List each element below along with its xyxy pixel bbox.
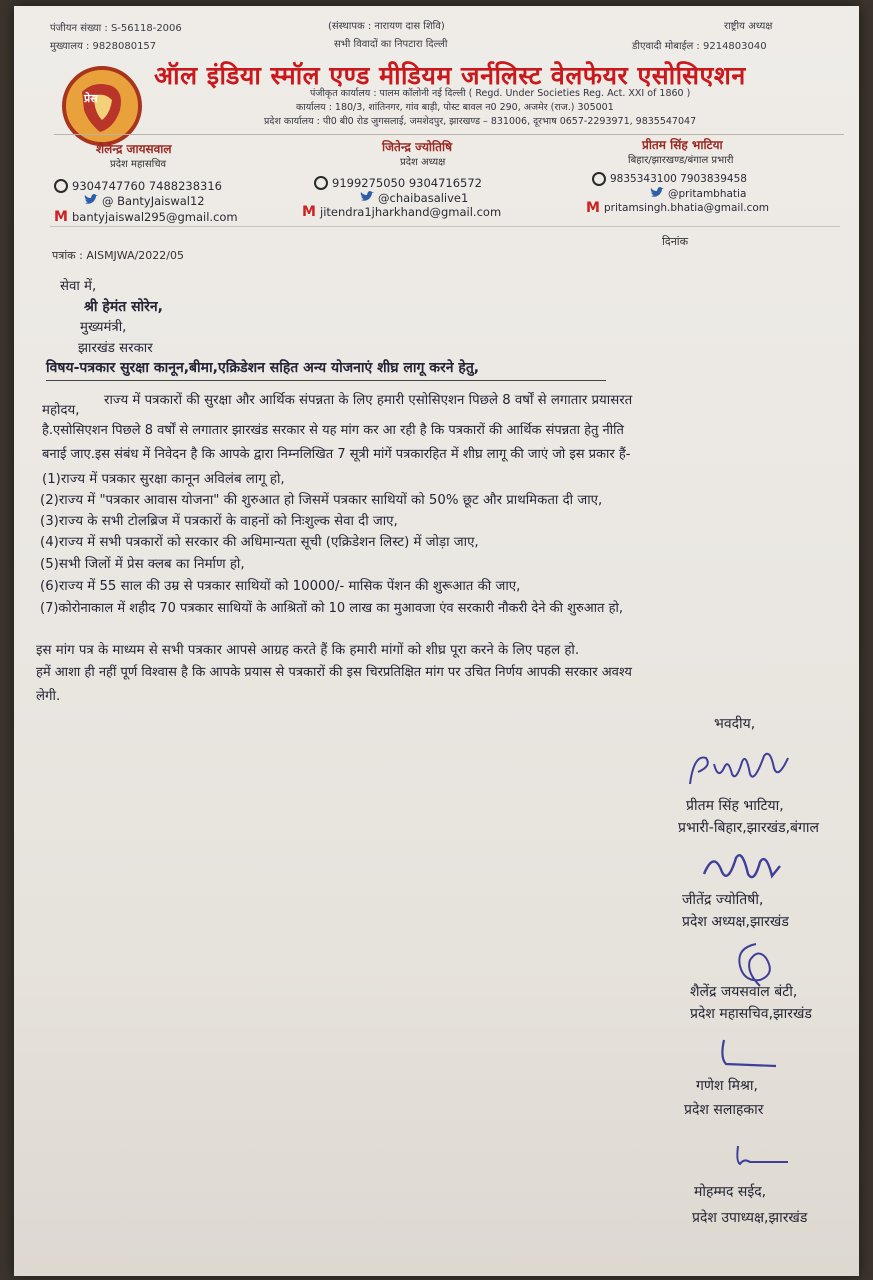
twitter-icon <box>84 194 98 208</box>
paragraph-2-line-2: हमें आशा ही नहीं पूर्ण विश्वास है कि आपके प्रयास से पत्रकारों की इस चिरप्रतिक्षित मांग पर उचित निर्णय आपकी सरकार अवश्य <box>36 665 632 680</box>
salutation: महोदय, <box>42 403 80 418</box>
recipient-salute: सेवा में, <box>60 279 97 294</box>
signature-scribble-1 <box>684 744 804 796</box>
paragraph-1-line-2: है.एसोसिएशन पिछले 8 वर्षों से लगातार झारखंड सरकार से यह मांग कर आ रही है कि पत्रकारों की आर्थिक संपन्नता हेतु नीति <box>42 423 624 438</box>
recipient-post: मुख्यमंत्री, <box>80 320 127 335</box>
registration-number: पंजीयन संख्या : S-56118-2006 <box>50 23 182 34</box>
officer-3-title: बिहार/झारखण्ड/बंगाल प्रभारी <box>628 155 734 166</box>
twitter-icon <box>360 191 374 205</box>
gmail-icon: M <box>54 209 68 225</box>
contacts-divider <box>50 226 840 227</box>
president-mobile: डीएवादी मोबाईल : 9214803040 <box>632 41 767 52</box>
subject-underline <box>46 380 606 381</box>
gmail-icon: M <box>586 200 600 216</box>
demand-1: (1)राज्य में पत्रकार सुरक्षा कानून अविलंब लागू हो, <box>42 472 285 487</box>
officer-1-name: शैलेन्द्र जायसवाल <box>96 142 172 156</box>
signatory-4-post: प्रदेश सलाहकार <box>684 1102 764 1118</box>
whatsapp-icon <box>314 176 328 190</box>
demand-4: (4)राज्य में सभी पत्रकारों को सरकार की अधिमान्यता सूची (एक्रिडेशन लिस्ट) में जोड़ा जाए, <box>40 535 479 550</box>
officer-2-phones: 9199275050 9304716572 <box>314 176 482 190</box>
recipient-name: श्री हेमंत सोरेन, <box>84 299 163 315</box>
officer-3-phones: 9835343100 7903839458 <box>592 172 747 186</box>
whatsapp-icon <box>54 179 68 193</box>
hq-mobile: मुख्यालय : 9828080157 <box>50 41 157 52</box>
signatory-1-post: प्रभारी-बिहार,झारखंड,बंगाल <box>678 820 820 836</box>
officer-1-twitter: @ BantyJaiswal12 <box>84 194 205 208</box>
signature-scribble-2 <box>700 844 790 894</box>
signature-scribble-4 <box>716 1034 786 1078</box>
signatory-1-name: प्रीतम सिंह भाटिया, <box>686 798 784 814</box>
letter-subject: विषय-पत्रकार सुरक्षा कानून,बीमा,एक्रिडेशन सहित अन्य योजनाएं शीघ्र लागू करने हेतु, <box>46 360 480 376</box>
signatory-3-post: प्रदेश महासचिव,झारखंड <box>690 1006 812 1022</box>
paragraph-1-line-1: राज्य में पत्रकारों की सुरक्षा और आर्थिक संपन्नता के लिए हमारी एसोसिएशन पिछले 8 वर्षों से लगातार प्रयासरत <box>104 393 633 408</box>
demand-2: (2)राज्य में "पत्रकार आवास योजना" की शुरुआत हो जिसमें पत्रकार साथियों को 50% छूट और प्राथमिकता दी जाए, <box>40 493 603 508</box>
paragraph-2-line-3: लेगी. <box>36 689 61 704</box>
officer-3-twitter: @pritambhatia <box>650 187 746 201</box>
association-logo <box>54 62 154 152</box>
signature-scribble-5 <box>732 1142 802 1176</box>
office-address: कार्यालय : 180/3, शांतिनगर, गांव बाड़ी, पोस्ट बावल न0 290, अजमेर (राज.) 305001 <box>296 102 614 113</box>
signatory-2-post: प्रदेश अध्यक्ष,झारखंड <box>682 914 789 930</box>
signatory-3-name: शैलेंद्र जयसवाल बंटी, <box>690 984 798 1000</box>
officer-1-title: प्रदेश महासचिव <box>110 159 167 170</box>
officer-2-email: M jitendra1jharkhand@gmail.com <box>302 204 502 220</box>
signatory-4-name: गणेश मिश्रा, <box>696 1078 758 1094</box>
demand-5: (5)सभी जिलों में प्रेस क्लब का निर्माण हो, <box>40 557 245 572</box>
reference-number: पत्रांक : AISMJWA/2022/05 <box>52 249 185 262</box>
whatsapp-icon <box>592 172 606 186</box>
svg-text:प्रेस: प्रेस <box>84 92 98 105</box>
officer-2-twitter: @chaibasalive1 <box>360 191 468 205</box>
paragraph-2-line-1: इस मांग पत्र के माध्यम से सभी पत्रकार आपसे आग्रह करते हैं कि हमारी मांगों को शीघ्र पूरा करने के लिए पहल हो. <box>36 643 580 658</box>
state-office-address: प्रदेश कार्यालय : पी0 बी0 रोड जुगसलाई, जमशेदपुर, झारखण्ड – 831006, दूरभाष 0657-2293971, 9835547047 <box>264 116 697 127</box>
organization-name: ऑल इंडिया स्मॉल एण्ड मीडियम जर्नलिस्ट वेलफेयर एसोसिएशन <box>154 61 746 90</box>
signatory-5-name: मोहम्मद सईद, <box>694 1184 767 1200</box>
recipient-government: झारखंड सरकार <box>78 341 153 356</box>
founder-note: (संस्थापक : नारायण दास शिवि) <box>328 21 445 32</box>
demand-6: (6)राज्य में 55 साल की उम्र से पत्रकार साथियों को 10000/- मासिक पेंशन की शुरूआत की जाए, <box>40 579 521 594</box>
officer-1-phones: 9304747760 7488238316 <box>54 179 222 193</box>
demand-7: (7)कोरोनाकाल में शहीद 70 पत्रकार साथियों के आश्रितों को 10 लाख का मुआवजा एंव सरकारी नौकरी देने की शुरुआत हो, <box>40 601 623 616</box>
officer-3-name: प्रीतम सिंह भाटिया <box>642 138 723 152</box>
gmail-icon: M <box>302 204 316 220</box>
officer-2-name: जितेन्द्र ज्योतिषि <box>382 140 453 154</box>
closing: भवदीय, <box>714 716 756 732</box>
twitter-icon <box>650 187 664 201</box>
national-president-label: राष्ट्रीय अध्यक्ष <box>724 21 773 32</box>
officer-2-title: प्रदेश अध्यक्ष <box>400 157 446 168</box>
officer-3-email: M pritamsingh.bhatia@gmail.com <box>586 200 770 216</box>
registered-office: पंजीकृत कार्यालय : पालम कॉलोनी नई दिल्ली ( Regd. Under Societies Reg. Act. XXI of 1860 ) <box>310 88 691 99</box>
officer-1-email: M bantyjaiswal295@gmail.com <box>54 209 238 225</box>
dispute-jurisdiction: सभी विवादों का निपटारा दिल्ली <box>334 39 448 50</box>
signatory-5-post: प्रदेश उपाध्यक्ष,झारखंड <box>692 1210 808 1226</box>
letter-page <box>14 6 859 1276</box>
demand-3: (3)राज्य के सभी टोलब्रिज में पत्रकारों के वाहनों को निःशुल्क सेवा दी जाए, <box>40 514 398 529</box>
header-divider <box>54 134 844 135</box>
date-label: दिनांक <box>662 235 689 248</box>
paragraph-1-line-3: बनाई जाए.इस संबंध में निवेदन है कि आपके द्वारा निम्नलिखित 7 सूत्री मांगें पत्रकारहित में शीघ्र लागू की जाएं जो इस प्रकार हैं- <box>42 447 631 462</box>
signatory-2-name: जीतेंद्र ज्योतिषी, <box>682 892 764 908</box>
